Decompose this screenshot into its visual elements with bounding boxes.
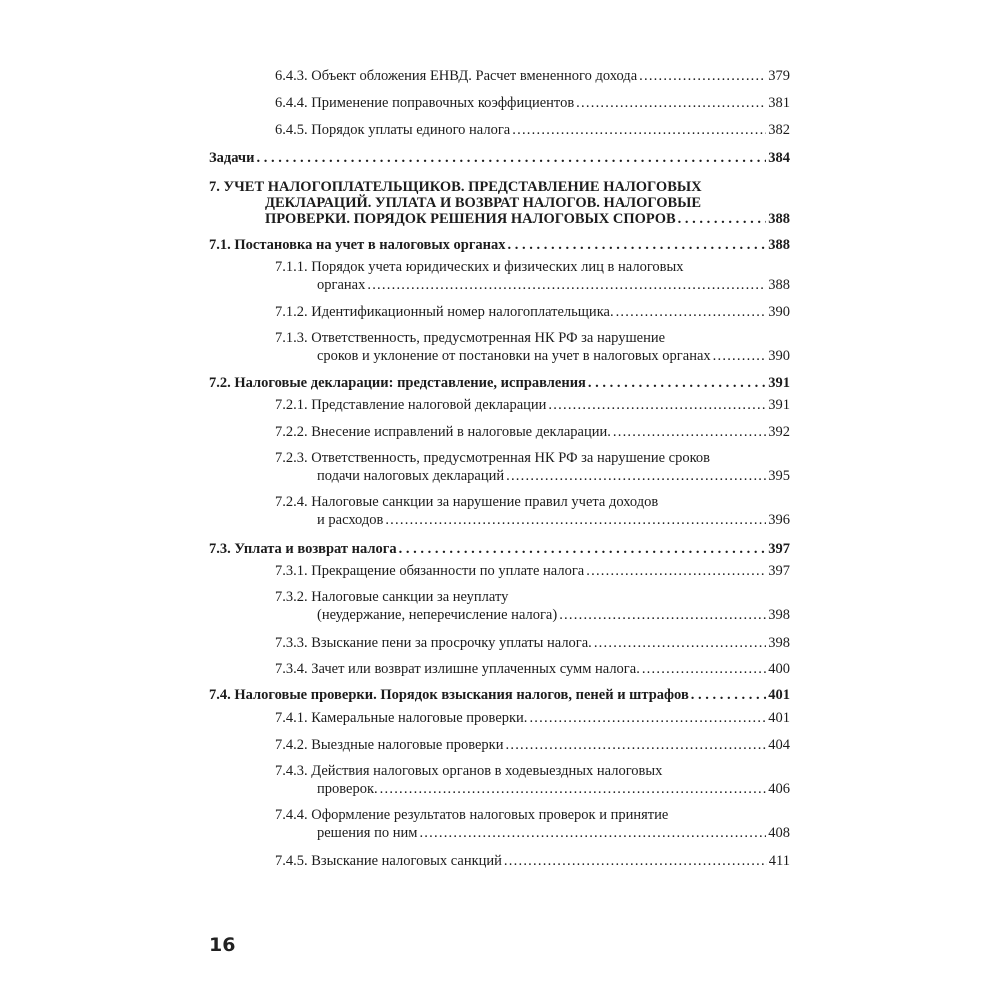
entry-last-line <box>275 660 790 678</box>
entry-last-line <box>275 467 790 485</box>
entry-last-line <box>275 606 790 624</box>
dot-leader <box>256 149 766 167</box>
entry-last-line <box>275 347 790 365</box>
dot-leader <box>385 511 766 529</box>
entry-last-line <box>275 303 790 321</box>
entry-title-line: 7.2.4. Налоговые санкции за нарушение правил учета доходов <box>275 494 659 510</box>
entry-last-line <box>275 709 790 727</box>
entry-page-number: 391 <box>768 397 790 413</box>
entry-page-number: 391 <box>768 375 790 391</box>
entry-title-line: 7.4.3. Действия налоговых органов в ходевыездных налоговых <box>275 763 663 779</box>
subsection-entry <box>275 709 790 727</box>
dot-leader <box>639 67 766 85</box>
entry-title-line: 7.4.1. Камеральные налоговые проверки. <box>275 710 528 726</box>
entry-title-line: 7.1. Постановка на учет в налоговых органах <box>209 237 506 253</box>
entry-title-line: 7.2.3. Ответственность, предусмотренная НК РФ за нарушение сроков <box>275 450 710 466</box>
entry-last-line <box>275 824 790 842</box>
section-entry <box>209 374 790 392</box>
entry-page-number: 398 <box>768 635 790 651</box>
entry-title-line: 6.4.3. Объект обложения ЕНВД. Расчет вмененного дохода <box>275 68 638 84</box>
chapter-entry <box>209 179 790 227</box>
entry-page-number: 390 <box>768 304 790 320</box>
entry-title-line: (неудержание, неперечисление налога) <box>317 607 558 623</box>
entry-title-line: 7.4.5. Взыскание налоговых санкций <box>275 853 502 869</box>
entry-last-line <box>275 276 790 294</box>
entry-page-number: 398 <box>768 607 790 623</box>
subsection-entry <box>275 423 790 441</box>
entry-title-line: подачи налоговых деклараций <box>317 468 505 484</box>
entry-last-line <box>275 562 790 580</box>
dot-leader <box>642 660 766 678</box>
dot-leader <box>548 396 766 414</box>
dot-leader <box>506 736 767 754</box>
section-entry <box>209 236 790 254</box>
subsection-entry <box>275 329 790 365</box>
entry-title-line: 6.4.4. Применение поправочных коэффициентов <box>275 95 575 111</box>
section-entry <box>209 686 790 704</box>
dot-leader <box>594 634 766 652</box>
entry-title-line: 7.3. Уплата и возврат налога <box>209 541 397 557</box>
entry-page-number: 388 <box>768 237 790 253</box>
entry-page-number: 388 <box>768 277 790 293</box>
entry-last-line <box>275 423 790 441</box>
entry-page-number: 397 <box>768 563 790 579</box>
dot-leader <box>529 709 766 727</box>
dot-leader <box>559 606 766 624</box>
entry-last-line <box>209 540 790 558</box>
entry-page-number: 384 <box>768 150 790 166</box>
entry-title-line: 7.1.1. Порядок учета юридических и физических лиц в налоговых <box>275 259 684 275</box>
subsection-entry <box>275 94 790 112</box>
subsection-entry <box>275 660 790 678</box>
entry-last-line <box>275 94 790 112</box>
entry-page-number: 408 <box>768 825 790 841</box>
entry-page-number: 401 <box>768 687 790 703</box>
section-entry <box>209 540 790 558</box>
entry-page-number: 397 <box>768 541 790 557</box>
entry-last-line <box>275 852 790 870</box>
subsection-entry <box>275 806 790 842</box>
subsection-entry <box>275 588 790 624</box>
entry-last-line <box>275 634 790 652</box>
entry-title-line: 7.4. Налоговые проверки. Порядок взыскания налогов, пеней и штрафов <box>209 687 689 703</box>
dot-leader <box>506 467 766 485</box>
subsection-entry <box>275 634 790 652</box>
entry-page-number: 388 <box>768 211 790 227</box>
entry-page-number: 381 <box>768 95 790 111</box>
subsection-entry <box>275 762 790 798</box>
entry-title-line: 7. УЧЕТ НАЛОГОПЛАТЕЛЬЩИКОВ. ПРЕДСТАВЛЕНИЕ НАЛОГОВЫХ <box>209 179 702 195</box>
subsection-entry <box>275 67 790 85</box>
dot-leader <box>678 211 767 227</box>
entry-page-number: 406 <box>768 781 790 797</box>
entry-title-line: 7.3.1. Прекращение обязанности по уплате налога <box>275 563 585 579</box>
entry-title-line: 7.3.3. Взыскание пени за просрочку уплаты налога. <box>275 635 592 651</box>
entry-title-line: ДЕКЛАРАЦИЙ. УПЛАТА И ВОЗВРАТ НАЛОГОВ. НАЛОГОВЫЕ <box>265 195 702 211</box>
subsection-entry <box>275 493 790 529</box>
dot-leader <box>504 852 767 870</box>
entry-title-line: 7.1.3. Ответственность, предусмотренная НК РФ за нарушение <box>275 330 666 346</box>
entry-last-line <box>275 121 790 139</box>
entry-page-number: 390 <box>768 348 790 364</box>
subsection-entry <box>275 258 790 294</box>
entry-title-line: органах <box>317 277 366 293</box>
entry-title-line: 7.2.1. Представление налоговой декларации <box>275 397 547 413</box>
dot-leader <box>586 562 766 580</box>
entry-page-number: 400 <box>768 661 790 677</box>
subsection-entry <box>275 121 790 139</box>
dot-leader <box>576 94 766 112</box>
dot-leader <box>399 540 767 558</box>
dot-leader <box>512 121 766 139</box>
entry-last-line <box>275 511 790 529</box>
entry-title-line: 7.4.4. Оформление результатов налоговых проверок и принятие <box>275 807 669 823</box>
entry-last-line <box>275 67 790 85</box>
entry-last-line <box>209 374 790 392</box>
entry-title-line: проверок. <box>317 781 378 797</box>
dot-leader <box>691 686 766 704</box>
entry-last-line <box>275 396 790 414</box>
subsection-entry <box>275 449 790 485</box>
entry-title-line: 7.3.2. Налоговые санкции за неуплату <box>275 589 509 605</box>
subsection-entry <box>275 396 790 414</box>
section-entry <box>209 149 790 167</box>
entry-title-line: 7.2. Налоговые декларации: представление, исправления <box>209 375 586 391</box>
dot-leader <box>419 824 766 842</box>
subsection-entry <box>275 852 790 870</box>
dot-leader <box>588 374 766 392</box>
subsection-entry <box>275 736 790 754</box>
entry-page-number: 379 <box>768 68 790 84</box>
entry-page-number: 396 <box>768 512 790 528</box>
page-number: 16 <box>209 934 236 956</box>
dot-leader <box>613 423 766 441</box>
entry-page-number: 395 <box>768 468 790 484</box>
entry-page-number: 404 <box>768 737 790 753</box>
entry-last-line <box>209 211 790 227</box>
dot-leader <box>713 347 767 365</box>
entry-last-line <box>209 149 790 167</box>
entry-title-line: 7.4.2. Выездные налоговые проверки <box>275 737 504 753</box>
entry-title-line: 7.1.2. Идентификационный номер налогоплательщика. <box>275 304 614 320</box>
entry-last-line <box>275 780 790 798</box>
subsection-entry <box>275 303 790 321</box>
entry-title-line: сроков и уклонение от постановки на учет в налоговых органах <box>317 348 711 364</box>
dot-leader <box>367 276 766 294</box>
entry-page-number: 392 <box>768 424 790 440</box>
entry-title-line: ПРОВЕРКИ. ПОРЯДОК РЕШЕНИЯ НАЛОГОВЫХ СПОРОВ <box>265 211 676 227</box>
entry-title-line: решения по ним <box>317 825 418 841</box>
dot-leader <box>508 236 767 254</box>
entry-last-line <box>209 686 790 704</box>
entry-page-number: 382 <box>768 122 790 138</box>
entry-last-line <box>275 736 790 754</box>
entry-title-line: 6.4.5. Порядок уплаты единого налога <box>275 122 511 138</box>
entry-title-line: и расходов <box>317 512 384 528</box>
entry-title-line: 7.2.2. Внесение исправлений в налоговые декларации. <box>275 424 611 440</box>
entry-title-line: Задачи <box>209 150 255 166</box>
entry-page-number: 401 <box>768 710 790 726</box>
entry-last-line <box>209 236 790 254</box>
entry-page-number: 411 <box>768 853 790 869</box>
entry-title-line: 7.3.4. Зачет или возврат излишне уплаченных сумм налога. <box>275 661 640 677</box>
dot-leader <box>380 780 767 798</box>
subsection-entry <box>275 562 790 580</box>
dot-leader <box>616 303 767 321</box>
